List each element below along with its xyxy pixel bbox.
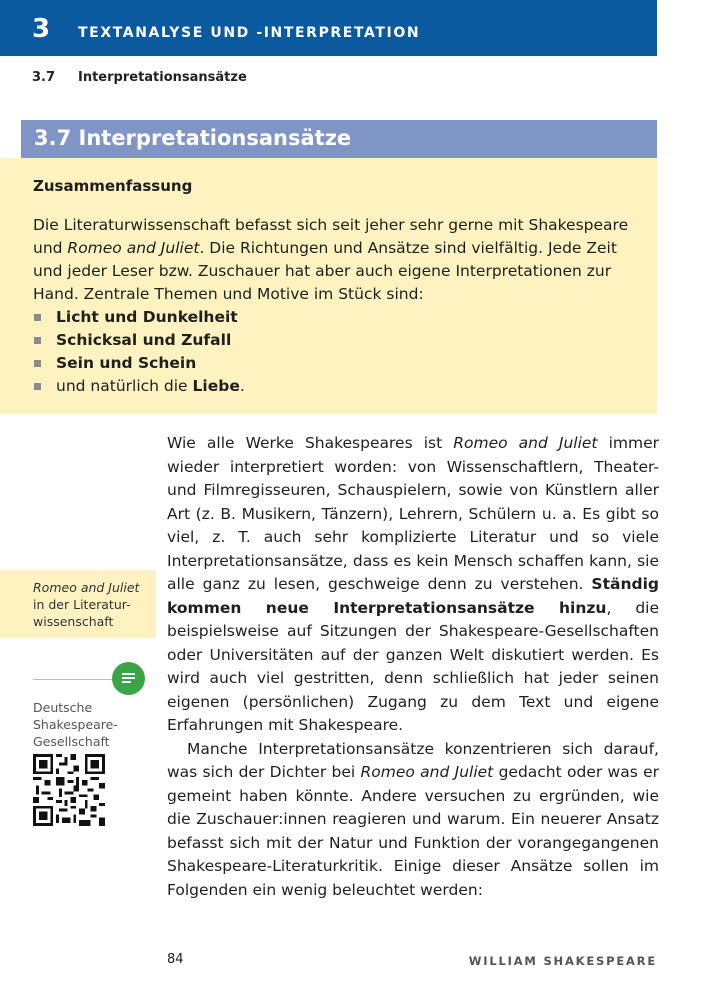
running-section-title: Interpretationsansätze [78,70,247,85]
summary-title: Zusammenfassung [33,177,193,195]
bullet-square-icon [34,337,41,344]
document-icon[interactable] [112,662,145,695]
list-item: Schicksal und Zufall [33,329,651,352]
bullet-square-icon [34,383,41,390]
chapter-header [0,0,657,56]
list-item: Licht und Dunkelheit [33,306,651,329]
list-item: und natürlich die Liebe. [33,375,651,398]
body-paragraph: Wie alle Werke Shakespeares ist Romeo and Juliet immer wieder interpretiert worden: von Wissenschaftlern, Theater- und Filmregisseuren, Schauspielern, sowie von Künstlern aller Art (z. B. Musikern, Tänzern), Lehrern, Schülern u. a. Es gibt so viel, z. T. auch sehr komplizierte Literatur und so viele Interpretationsansätze, dass es kein Mensch schaffen kann, sie alle ganz zu lesen, geschweige denn zu verstehen. Ständig kommen neue Interpretationsansätze hinzu, die beispielsweise auf Sitzungen der Shakespeare-Gesellschaften oder Universitäten auf der ganzen Welt diskutiert werden. Es wird auch viel gestritten, denn schließlich hat jeder seinen eigenen (persönlichen) Zugang zu dem Text und eigene Erfahrungen mit Shakespeare. [167,434,659,734]
section-heading-bar [21,120,657,158]
bullet-square-icon [34,314,41,321]
body-text [167,432,659,902]
body-paragraph: Manche Interpretationsansätze konzentrieren sich darauf, was sich der Dichter bei Romeo and Juliet gedacht oder was er gemeint haben könnte. Andere versuchen zu ergründen, wie die Zuschauer:innen reagieren und warum. Ein neuerer Ansatz befasst sich mit der Natur und Funktion der vorangegangenen Shakespeare-Literaturkritik. Einige dieser Ansätze sollen im Folgenden ein wenig beleuchtet werden: [167,739,659,899]
section-heading: 3.7 Interpretationsansätze [34,126,352,150]
page-number: 84 [167,952,184,967]
summary-box [0,158,657,414]
theme-list [33,306,651,398]
bullet-square-icon [34,360,41,367]
chapter-title: TEXTANALYSE UND -INTERPRETATION [78,25,421,41]
margin-note: Romeo and Juliet in der Literatur- wissenschaft [0,570,156,638]
summary-intro: Die Literaturwissenschaft befasst sich seit jeher sehr gerne mit Shakespeare und Romeo and Juliet. Die Richtungen und Ansätze sind vielfältig. Jede Zeit und jeder Leser bzw. Zuschauer hat aber auch eigene Interpretationen zur Hand. Zentrale Themen und Motive im Stück sind: [33,216,629,303]
link-label[interactable]: Deutsche Shakespeare- Gesellschaft [33,700,118,749]
list-item: Sein und Schein [33,352,651,375]
qr-code-icon[interactable] [33,754,105,826]
running-section-number: 3.7 [32,70,56,85]
book-title: WILLIAM SHAKESPEARE [468,954,657,968]
chapter-number: 3 [32,14,51,44]
summary-text [33,214,651,398]
